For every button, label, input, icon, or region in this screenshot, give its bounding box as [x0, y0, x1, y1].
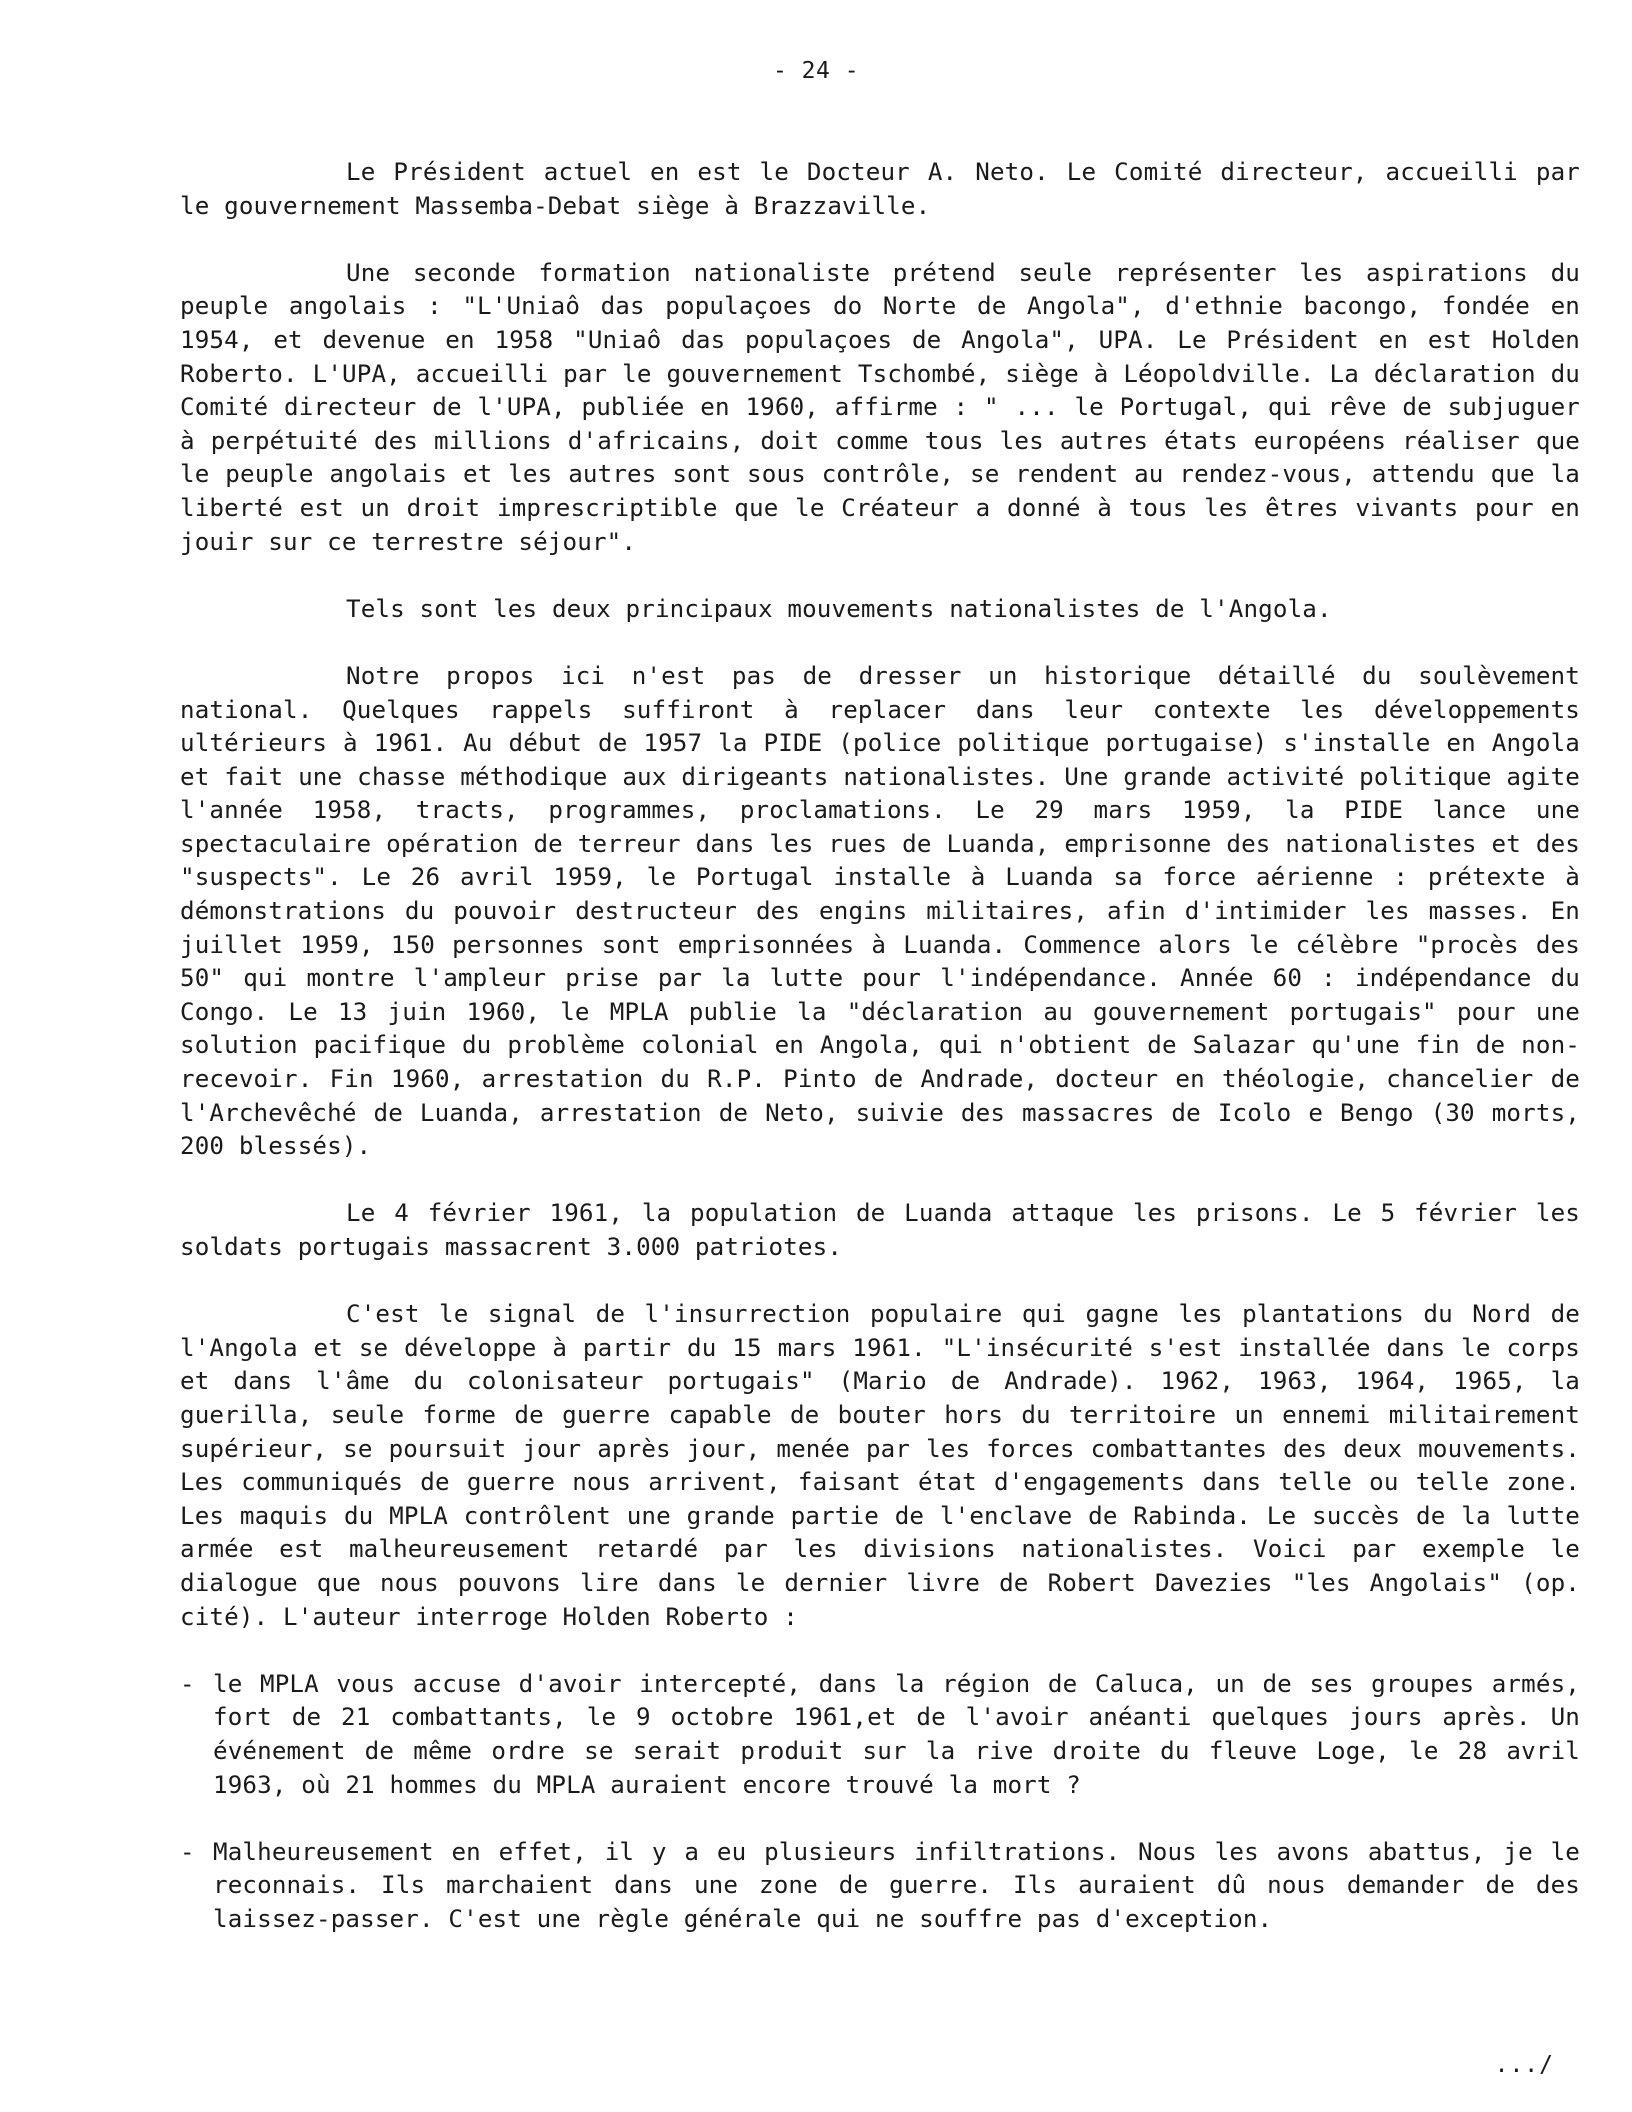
page-number: - 24 - — [772, 58, 860, 84]
paragraph-insurrection: C'est le signal de l'insurrection populaire qui gagne les plantations du Nord de l'Angola et se développe à partir du 15 mars 1961. "L'insécurité s'est installée dans le corps et dans l'âme du colonisateur portugais" (Mario de Andrade). 1962, 1963, 1964, 1965, la guerilla, seule forme de guerre capable de bouter hors du territoire un ennemi militairement supérieur, se poursuit jour après jour, menée par les forces combattantes des deux mouvements. Les communiqués de guerre nous arrivent, faisant état d'engagements dans telle ou telle zone. Les maquis du MPLA contrôlent une grande partie de l'enclave de Rabinda. Le succès de la lutte armée est malheureusement retardé par les divisions nationalistes. Voici par exemple le dialogue que nous pouvons lire dans le dernier livre de Robert Davezies "les Angolais" (op. cité). L'auteur interroge Holden Roberto : — [180, 1300, 1580, 1631]
dialogue-question-text: le MPLA vous accuse d'avoir intercepté, dans la région de Caluca, un de ses groupes armés, fort de 21 combattants, le 9 octobre 1961,et de l'avoir anéanti quelques jours après. Un événement de même ordre se serait produit sur la rive droite du fleuve Loge, le 28 avril 1963, où 21 hommes du MPLA auraient encore trouvé la mort ? — [213, 1669, 1580, 1799]
dialogue-dash: - — [180, 1837, 195, 1866]
dialogue-answer-text: Malheureusement en effet, il y a eu plusieurs infiltrations. Nous les avons abattus, je le reconnais. Ils marchaient dans une zone de guerre. Ils auraient dû nous demander de des laissez-passer. C'est une règle générale qui ne souffre pas d'exception. — [213, 1837, 1580, 1933]
paragraph-historical-recall: Notre propos ici n'est pas de dresser un historique détaillé du soulèvement national. Quelques rappels suffiront à replacer dans leur contexte les développements ultérieurs à 1961. Au début de 1957 la PIDE (police politique portugaise) s'installe en Angola et fait une chasse méthodique aux dirigeants nationalistes. Une grande activité politique agite l'année 1958, tracts, programmes, proclamations. Le 29 mars 1959, la PIDE lance une spectaculaire opération de terreur dans les rues de Luanda, emprisonne des nationalistes et des "suspects". Le 26 avril 1959, le Portugal installe à Luanda sa force aérienne : prétexte à démonstrations du pouvoir destructeur des engins militaires, afin d'intimider les masses. En juillet 1959, 150 personnes sont emprisonnées à Luanda. Commence alors le célèbre "procès des 50" qui montre l'ampleur prise par la lutte pour l'indépendance. Année 60 : indépendance du Congo. Le 13 juin 1960, le MPLA publie la "déclaration au gouvernement portugais" pour une solution pacifique du problème colonial en Angola, qui n'obtient de Salazar qu'une fin de non-recevoir. Fin 1960, arrestation du R.P. Pinto de Andrade, docteur en théologie, chancelier de l'Archevêché de Luanda, arrestation de Neto, suivie des massacres de Icolo e Bengo (30 morts, 200 blessés). — [180, 661, 1580, 1161]
dialogue-question — [180, 1668, 1580, 1802]
body-text — [180, 156, 1580, 1970]
paragraph-upa-formation: Une seconde formation nationaliste prétend seule représenter les aspirations du peuple angolais : "L'Uniaô das populaçoes do Norte de Angola", d'ethnie bacongo, fondée en 1954, et devenue en 1958 "Uniaô das populaçoes de Angola", UPA. Le Président en est Holden Roberto. L'UPA, accueilli par le gouvernement Tschombé, siège à Léopoldville. La déclaration du Comité directeur de l'UPA, publiée en 1960, affirme : " ... le Portugal, qui rêve de subjuguer à perpétuité des millions d'africains, doit comme tous les autres états européens réaliser que le peuple angolais et les autres sont sous contrôle, se rendent au rendez-vous, attendu que la liberté est un droit imprescriptible que le Créateur a donné à tous les êtres vivants pour en jouir sur ce terrestre séjour". — [180, 258, 1580, 556]
paragraph-neto-president: Le Président actuel en est le Docteur A. Neto. Le Comité directeur, accueilli par le gouvernement Massemba-Debat siège à Brazzaville. — [180, 158, 1580, 220]
paragraph-two-movements: Tels sont les deux principaux mouvements nationalistes de l'Angola. — [346, 594, 1332, 623]
dialogue-dash: - — [180, 1669, 195, 1698]
continuation-mark: .../ — [1494, 2052, 1554, 2078]
paragraph-february-1961: Le 4 février 1961, la population de Luanda attaque les prisons. Le 5 février les soldats portugais massacrent 3.000 patriotes. — [180, 1199, 1580, 1261]
dialogue-answer — [180, 1836, 1580, 1937]
